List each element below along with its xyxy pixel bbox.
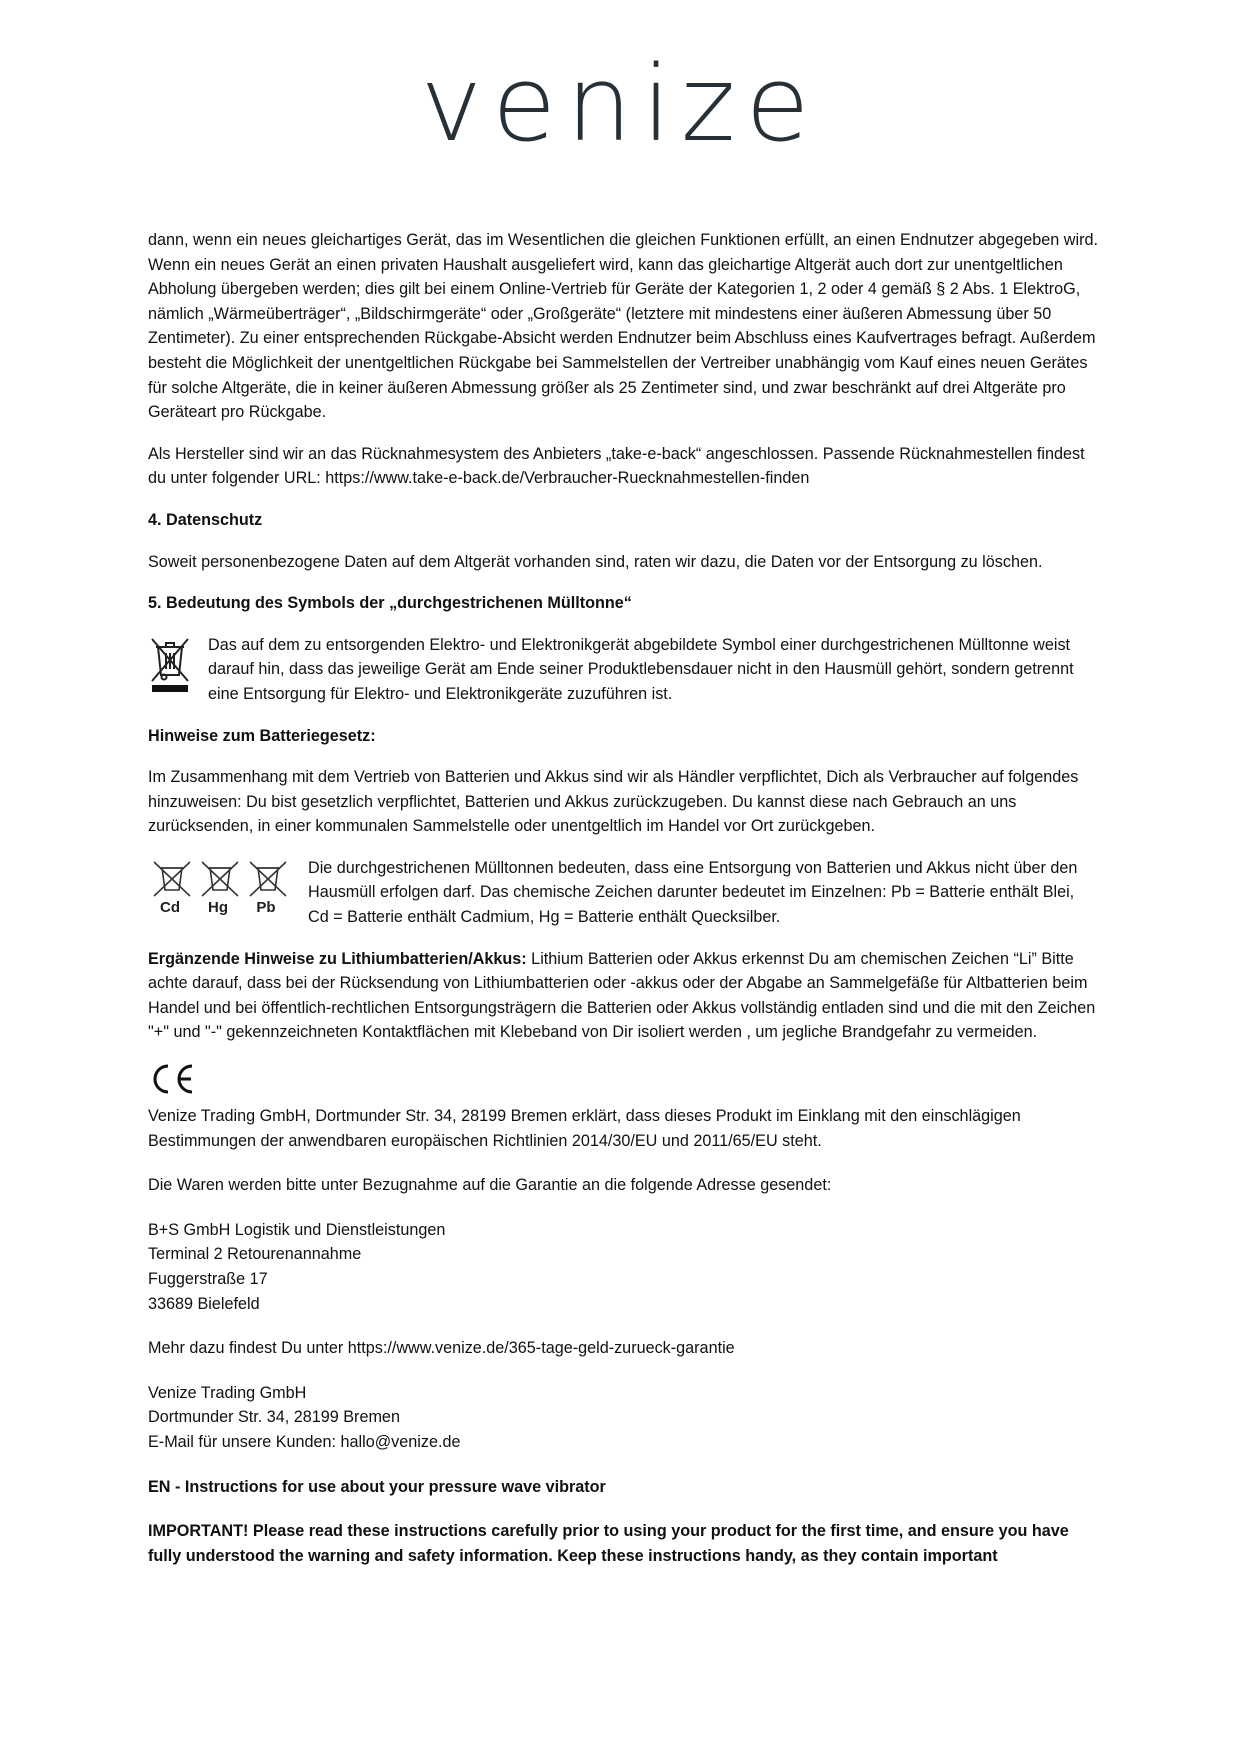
takeback-paragraph: dann, wenn ein neues gleichartiges Gerät, das im Wesentlichen die gleichen Funktionen erfüllt, an einen Endnutzer abgegeben wird. Wenn ein neues Gerät an einen privaten Haushalt ausgeliefert wird, kann das gleichartige Altgerät auch dort zur unentgeltlichen Abholung übergeben werden; dies gilt bei einem Online-Vertrieb für Geräte der Kategorien 1, 2 oder 4 gemäß § 2 Abs. 1 ElektroG, nämlich „Wärmeüberträger“, „Bildschirmgeräte“ oder „Großgeräte“ (letztere mit mindestens einer äußeren Abmessung über 50 Zentimeter). Zu einer entsprechenden Rückgabe-Absicht werden Endnutzer beim Abschluss eines Kaufvertrages befragt. Außerdem besteht die Möglichkeit der unentgeltlichen Rückgabe bei Sammelstellen der Vertreiber unabhängig vom Kauf eines neuen Gerätes für solche Altgeräte, die in keiner äußeren Abmessung größer als 25 Zentimeter sind, und zwar beschränkt auf drei Altgeräte pro Geräteart pro Rückgabe.: [148, 231, 1098, 422]
company-address-line: Dortmunder Str. 34, 28199 Bremen: [148, 1408, 400, 1427]
symbol-section: [148, 633, 1098, 707]
battery-label-pb: Pb: [256, 898, 276, 916]
document-body: [148, 228, 1098, 1585]
manufacturer-paragraph: Als Hersteller sind wir an das Rücknahmesystem des Anbieters „take-e-back“ angeschlossen. Passende Rücknahmestellen findest du unter folgender URL: https://www.take-e-back.de/Verbraucher-Ruecknahmestellen-finden: [148, 444, 1085, 488]
return-address-line: Fuggerstraße 17: [148, 1270, 268, 1288]
ce-mark-text: CE: [148, 1062, 150, 1064]
conformity-paragraph: Venize Trading GmbH, Dortmunder Str. 34, 28199 Bremen erklärt, dass dieses Produkt im Einklang mit den einschlägigen Bestimmungen der anwendbaren europäischen Richtlinien 2014/30/EU und 2011/65/EU steht.: [148, 1107, 1021, 1150]
lithium-paragraph: [148, 947, 1098, 1045]
brand-logo: venize: [420, 43, 820, 165]
warranty-paragraph: Die Waren werden bitte unter Bezugnahme auf die Garantie an die folgende Adresse gesendet:: [148, 1176, 832, 1195]
battery-bins-icon: [148, 858, 294, 918]
battery-bins-paragraph: Die durchgestrichenen Mülltonnen bedeuten, dass eine Entsorgung von Batterien und Akkus nicht über den Hausmüll erfolgen darf. Das chemische Zeichen darunter bedeutet im Einzelnen: Pb = Batterie enthält Blei, Cd = Batterie enthält Cadmium, Hg = Batterie enthält Quecksilber.: [308, 858, 1078, 927]
company-address-line: Venize Trading GmbH: [148, 1383, 307, 1402]
return-address-line: Terminal 2 Retourenannahme: [148, 1245, 362, 1264]
return-address-line: 33689 Bielefeld: [148, 1294, 260, 1313]
lithium-text: Lithium Batterien oder Akkus erkennst Du am chemischen Zeichen “Li” Bitte achte darauf, dass bei der Rücksendung von Lithiumbatterien oder -akkus oder der Abgabe an Sammelgefäße für Altbatterien beim Handel und bei öffentlich-rechtlichen Entsorgungsträgern die Batterien oder Akkus vollständig entladen sind und die mit den Zeichen "+" und "-" gekennzeichneten Kontaktflächen mit Klebeband von Dir isoliert werden , um jegliche Brandgefahr zu vermeiden.: [148, 949, 1096, 1042]
battery-label-hg: Hg: [208, 898, 228, 916]
return-address: [148, 1218, 1098, 1316]
english-heading: EN - Instructions for use about your pressure wave vibrator: [148, 1477, 606, 1496]
datenschutz-paragraph: Soweit personenbezogene Daten auf dem Altgerät vorhanden sind, raten wir dazu, die Daten vor der Entsorgung zu löschen.: [148, 552, 1043, 571]
battery-label-cd: Cd: [160, 898, 180, 916]
more-info-paragraph: Mehr dazu findest Du unter https://www.venize.de/365-tage-geld-zurueck-garantie: [148, 1339, 735, 1358]
symbol-heading: 5. Bedeutung des Symbols der „durchgestrichenen Mülltonne“: [148, 594, 632, 613]
battery-bin-icons: [148, 858, 294, 918]
return-address-line: B+S GmbH Logistik und Dienstleistungen: [148, 1220, 446, 1239]
company-address-line: E-Mail für unsere Kunden: hallo@venize.de: [148, 1432, 461, 1451]
lithium-label: Ergänzende Hinweise zu Lithiumbatterien/Akkus:: [148, 949, 527, 968]
symbol-paragraph: Das auf dem zu entsorgenden Elektro- und Elektronikgerät abgebildete Symbol einer durchgestrichenen Mülltonne weist darauf hin, dass das jeweilige Gerät am Ende seiner Produktlebensdauer nicht in den Hausmüll gehört, sondern getrennt eine Entsorgung für Elektro- und Elektronikgeräte zuzuführen ist.: [208, 635, 1074, 703]
battery-bins-section: [148, 856, 1098, 930]
datenschutz-heading: 4. Datenschutz: [148, 510, 263, 529]
batterie-heading: Hinweise zum Batteriegesetz:: [148, 726, 376, 745]
crossed-out-bin-icon: [148, 635, 192, 695]
batterie-paragraph: Im Zusammenhang mit dem Vertrieb von Batterien und Akkus sind wir als Händler verpflichtet, Dich als Verbraucher auf folgendes hinzuweisen: Du bist gesetzlich verpflichtet, Batterien und Akkus zurückzugeben. Du kannst diese nach Gebrauch an uns zurücksenden, in einer kommunalen Sammelstelle oder unentgeltlich im Handel vor Ort zurückgeben.: [148, 768, 1079, 836]
company-address: [148, 1381, 1098, 1455]
important-paragraph: IMPORTANT! Please read these instructions carefully prior to using your product for the first time, and ensure you have fully understood the warning and safety information. Keep these instructions handy, as they contain important: [148, 1522, 1069, 1565]
ce-mark-icon: [148, 1062, 196, 1096]
